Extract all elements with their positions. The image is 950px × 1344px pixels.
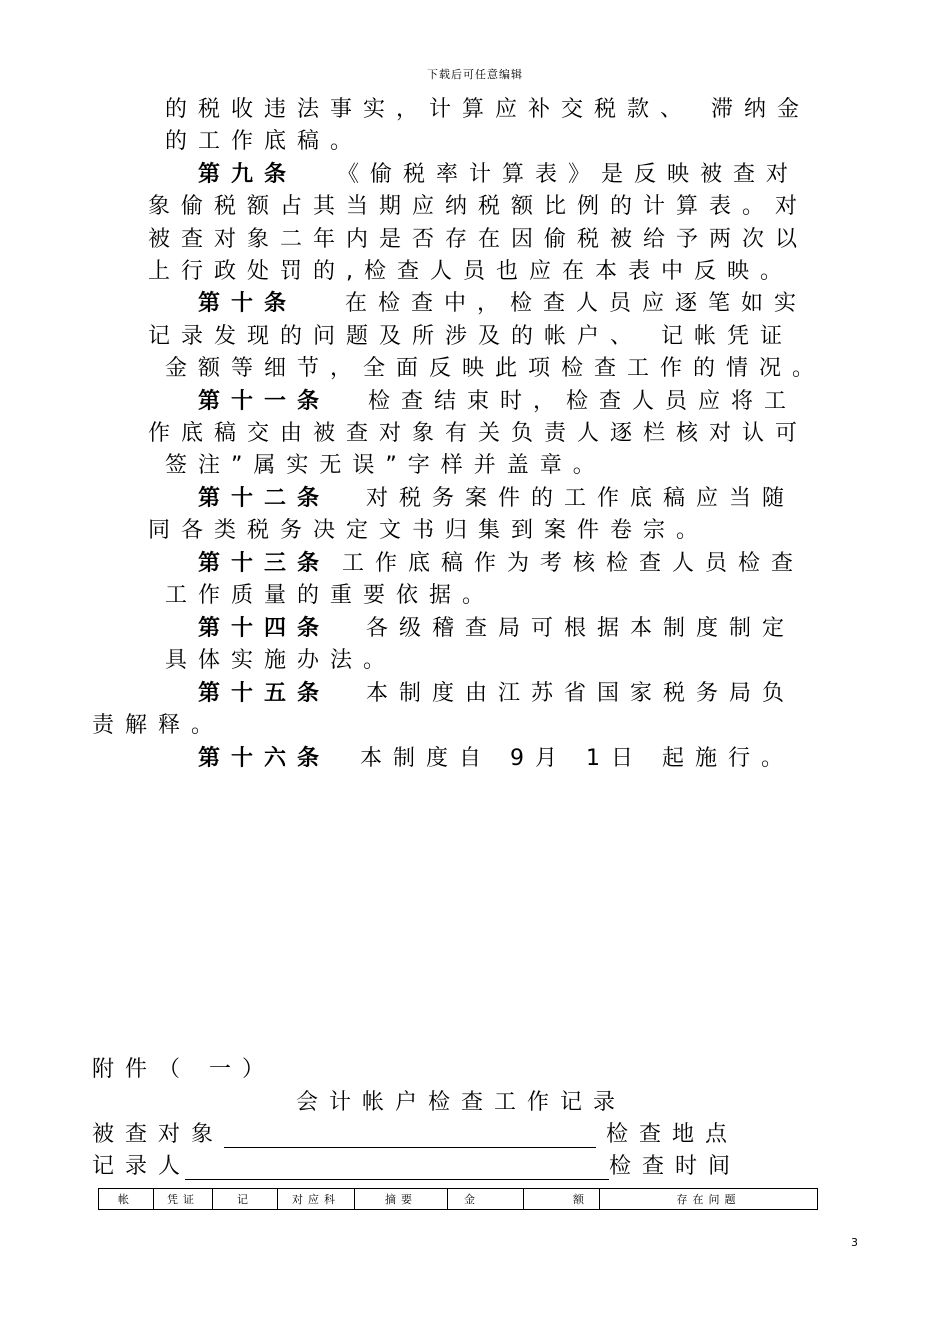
text-line: 金额等细节，全面反映此项检查工作的情况。 [165, 356, 826, 381]
text-line: 对税务案件的工作底稿应当随 [366, 486, 796, 511]
text-line: 的工作底稿。 [165, 129, 364, 154]
text-line: 象偷税额占其当期应纳税额比例的计算表。对 [148, 194, 809, 219]
time-label: 检查时间 [609, 1154, 742, 1179]
recorder-field[interactable] [185, 1157, 609, 1180]
text-line: 各级稽查局可根据本制度制定 [366, 616, 796, 641]
article-heading: 第十四条 [198, 616, 331, 641]
article-12 [198, 486, 795, 512]
text-line: 《偷税率计算表》是反映被查对 [337, 162, 800, 187]
location-label: 检查地点 [606, 1122, 739, 1147]
text-line: 作底稿交由被查对象有关负责人逐栏核对认可 [148, 421, 809, 446]
article-15 [198, 681, 795, 707]
text-line: 工作质量的重要依据。 [165, 583, 496, 608]
page-header: 下载后可任意编辑 [427, 68, 523, 81]
record-table [98, 1188, 818, 1210]
text-line: 工作底稿作为考核检查人员检查 [342, 551, 805, 576]
text-line: 本制度由江苏省国家税务局负 [366, 681, 796, 706]
form-title: 会计帐户检查工作记录 [296, 1090, 627, 1115]
column-header: 摘要 [355, 1189, 448, 1210]
attachment-label: 附件（ 一） [92, 1057, 275, 1082]
text-line: 责解释。 [92, 713, 225, 738]
subject-row [92, 1122, 738, 1148]
text-line: 在检查中，检查人员应逐笔如实 [345, 291, 808, 316]
column-header: 记 [213, 1189, 278, 1210]
article-13 [198, 551, 804, 577]
text-line: 本制度自 9月 1日 起施行。 [360, 746, 794, 771]
article-11 [198, 389, 797, 415]
table-header-row [99, 1189, 818, 1210]
article-heading: 第九条 [198, 162, 298, 187]
page-number: 3 [851, 1236, 858, 1249]
text-line: 签注”属实无误”字样并盖章。 [165, 453, 606, 478]
article-heading: 第十五条 [198, 681, 331, 706]
column-header: 凭证 [154, 1189, 213, 1210]
subject-field[interactable] [224, 1125, 596, 1148]
column-header: 金 [448, 1189, 524, 1210]
text-line: 的税收违法事实，计算应补交税款、 滞纳金 [165, 97, 810, 122]
text-line: 被查对象二年内是否存在因偷税被给予两次以 [148, 227, 809, 252]
text-line: 上行政处罚的,检查人员也应在本表中反映。 [148, 259, 793, 284]
text-line: 记录发现的问题及所涉及的帐户、 记帐凭证 [148, 324, 793, 349]
article-heading: 第十六条 [198, 746, 331, 771]
article-heading: 第十二条 [198, 486, 331, 511]
recorder-row [92, 1154, 741, 1180]
column-header: 对应科 [278, 1189, 355, 1210]
subject-label: 被查对象 [92, 1122, 225, 1147]
article-9 [198, 162, 799, 188]
column-header: 帐 [99, 1189, 154, 1210]
column-header: 额 [524, 1189, 600, 1210]
article-heading: 第十三条 [198, 551, 331, 576]
text-line: 检查结束时，检查人员应将工 [368, 389, 798, 414]
column-header: 存在问题 [600, 1189, 818, 1210]
article-heading: 第十条 [198, 291, 298, 316]
article-10 [198, 291, 807, 317]
text-line: 同各类税务决定文书归集到案件卷宗。 [148, 518, 710, 543]
article-14 [198, 616, 795, 642]
text-line: 具体实施办法。 [165, 648, 397, 673]
article-heading: 第十一条 [198, 389, 331, 414]
recorder-label: 记录人 [92, 1154, 192, 1179]
article-16 [198, 746, 794, 772]
